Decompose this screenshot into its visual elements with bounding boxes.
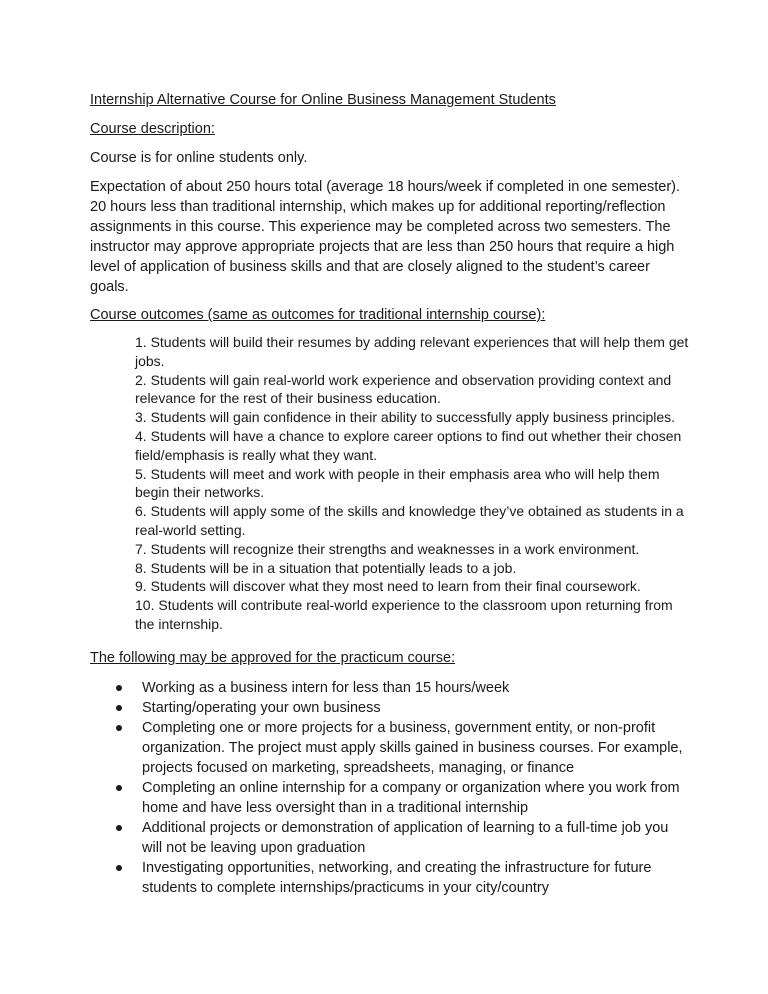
outcome-item: 6. Students will apply some of the skills and knowledge they’ve obtained as students in a real-world setting. xyxy=(135,503,684,538)
outcome-item: 3. Students will gain confidence in their ability to successfully apply business principles. xyxy=(135,409,676,426)
outcome-item: 9. Students will discover what they most need to learn from their final coursework. xyxy=(135,578,641,595)
outcome-item: 1. Students will build their resumes by adding relevant experiences that will help them get jobs. xyxy=(135,334,689,369)
course-outcomes-heading: Course outcomes (same as outcomes for traditional internship course): xyxy=(90,307,546,323)
description-paragraph-hours: Expectation of about 250 hours total (average 18 hours/week if completed in one semester). 20 hours less than traditional internship, which makes up for additional reporting/reflection assignments in this course. This experience may be completed across two semesters. The instructor may approve appropriate projects that are less than 250 hours that require a high level of application of business skills and that are closely aligned to the student’s career goals. xyxy=(90,179,681,295)
list-item-text: Working as a business intern for less than 15 hours/week xyxy=(142,679,510,696)
list-item xyxy=(116,718,691,778)
list-item-text: Completing an online internship for a company or organization where you work from home and have less oversight than in a traditional internship xyxy=(142,779,680,816)
outcome-item: 8. Students will be in a situation that potentially leads to a job. xyxy=(135,559,517,576)
list-item-text: Investigating opportunities, networking, and creating the infrastructure for future students to complete internships/practicums in your city/country xyxy=(142,859,652,896)
list-item xyxy=(116,818,691,858)
bullet-icon xyxy=(116,725,122,731)
document-title: Internship Alternative Course for Online Business Management Students xyxy=(90,92,556,108)
list-item xyxy=(116,778,691,818)
description-paragraph-online: Course is for online students only. xyxy=(90,150,308,166)
list-item xyxy=(116,698,691,718)
list-item xyxy=(116,678,691,698)
bullet-icon xyxy=(116,685,122,691)
list-item xyxy=(116,858,691,898)
outcome-item: 4. Students will have a chance to explore career options to find out whether their chosen field/emphasis is really what they want. xyxy=(135,427,682,463)
bullet-icon xyxy=(116,865,122,871)
outcome-item: 2. Students will gain real-world work experience and observation providing context and relevance for the rest of their business education. xyxy=(135,371,672,407)
bullet-icon xyxy=(116,705,122,711)
list-item-text: Completing one or more projects for a business, government entity, or non-profit organization. The project must apply skills gained in business courses. For example, projects focused on marketing, spreadsheets, managing, or finance xyxy=(142,719,683,776)
outcome-item: 10. Students will contribute real-world experience to the classroom upon returning from the internship. xyxy=(135,597,673,632)
list-item-text: Starting/operating your own business xyxy=(142,699,381,716)
list-item-text: Additional projects or demonstration of application of learning to a full-time job you will not be leaving upon graduation xyxy=(142,819,669,856)
outcomes-list xyxy=(135,333,691,634)
approved-activities-heading: The following may be approved for the practicum course: xyxy=(90,649,456,666)
course-description-heading: Course description: xyxy=(90,121,215,137)
outcome-item: 7. Students will recognize their strengths and weaknesses in a work environment. xyxy=(135,540,640,557)
document-body xyxy=(90,90,690,898)
outcome-item: 5. Students will meet and work with people in their emphasis area who will help them begin their networks. xyxy=(135,465,660,501)
bullet-icon xyxy=(116,825,122,831)
approved-activities-list xyxy=(116,678,691,898)
bullet-icon xyxy=(116,785,122,791)
